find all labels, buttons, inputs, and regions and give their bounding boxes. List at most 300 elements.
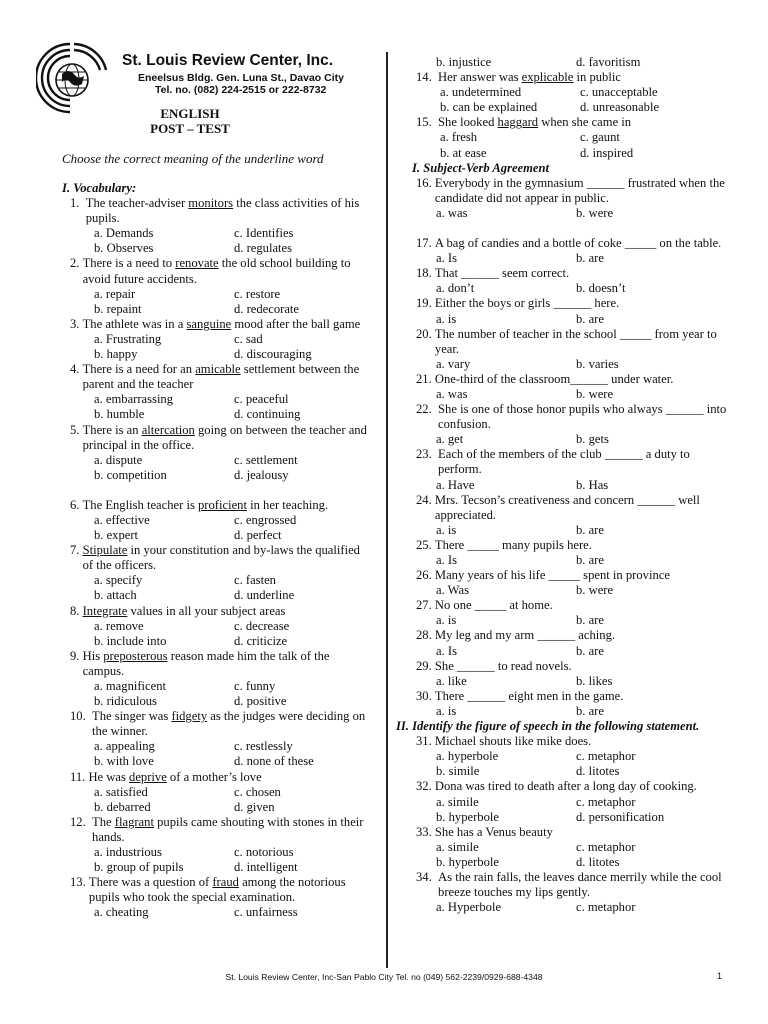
question-number: 5. (70, 422, 83, 437)
options-row (396, 312, 736, 327)
question-text: One-third of the classroom______ under water. (434, 371, 674, 386)
underlined-word: flagrant (114, 814, 154, 829)
option: b. include into (94, 633, 167, 648)
question-text-post: pupils came shouting with stones in their hands. (92, 814, 364, 844)
option: b. Has (576, 477, 609, 492)
question (396, 236, 736, 251)
option: a. undetermined (440, 85, 522, 100)
question-text (83, 362, 372, 392)
option: a. specify (94, 573, 143, 588)
option: b. humble (94, 407, 145, 422)
option: a. appealing (94, 739, 155, 754)
option: a. Have (436, 477, 475, 492)
option: c. metaphor (576, 749, 636, 764)
question-number: 25. (416, 537, 435, 552)
question-text: As the rain falls, the leaves dance merrily while the cool breeze touches my lips gently. (438, 869, 722, 900)
question (396, 447, 736, 477)
question-text (438, 115, 736, 130)
option: d. redecorate (234, 301, 300, 316)
options-row (62, 347, 372, 362)
option: b. injustice (436, 55, 492, 69)
question-text: Michael shouts like mike does. (434, 734, 592, 749)
question-text (88, 770, 372, 785)
page-number: 1 (716, 971, 722, 981)
options-row (396, 478, 736, 493)
question-text (83, 649, 372, 679)
options-row (62, 860, 372, 875)
question-text-post: reason made him the talk of the campus. (82, 648, 330, 678)
question-text: Either the boys or girls ______ here. (434, 296, 620, 311)
underlined-word: altercation (141, 422, 195, 437)
options-row (62, 468, 372, 483)
option: a. don’t (436, 281, 475, 296)
question-text (83, 317, 372, 332)
option: b. can be explained (440, 100, 538, 115)
option: a. Is (436, 251, 457, 266)
option: b. attach (94, 588, 137, 603)
option: a. remove (94, 618, 144, 633)
option: c. restlessly (234, 739, 293, 754)
question-text: Many years of his life _____ spent in province (434, 568, 670, 583)
question-text: My leg and my arm ______ aching. (434, 628, 616, 643)
option: d. perfect (234, 528, 282, 543)
option: b. competition (94, 467, 167, 482)
option: a. industrious (94, 845, 162, 860)
option: a. embarrassing (94, 392, 174, 407)
options-row (396, 251, 736, 266)
option: c. metaphor (576, 794, 636, 809)
option: a. is (436, 522, 457, 537)
question-text (83, 604, 372, 619)
option: a. hyperbole (436, 749, 499, 764)
options-row (396, 55, 736, 70)
question (396, 659, 736, 674)
option: b. are (576, 251, 604, 266)
option: a. was (436, 386, 468, 401)
options-row (396, 357, 736, 372)
options-row (396, 553, 736, 568)
question-number: 4. (70, 362, 83, 377)
question-text: No one _____ at home. (434, 598, 553, 613)
option: b. with love (94, 754, 154, 769)
org-telephone: Tel. no. (082) 224-2515 or 222-8732 (155, 84, 327, 96)
option: b. were (576, 386, 614, 401)
question-text-post: in her teaching. (246, 497, 329, 512)
question (396, 327, 736, 357)
option: b. hyperbole (436, 809, 499, 824)
option: b. happy (94, 347, 138, 362)
question-number: 8. (70, 603, 83, 618)
question-number: 31. (416, 734, 435, 749)
option: c. sad (234, 331, 263, 346)
option: b. gets (576, 432, 609, 447)
option: d. litotes (576, 764, 620, 779)
option: b. ridiculous (94, 694, 157, 709)
options-row (62, 694, 372, 709)
question (396, 70, 736, 85)
underlined-word: explicable (521, 70, 574, 85)
question-text-pre: The athlete was in a (82, 316, 187, 331)
option: a. repair (94, 286, 136, 301)
option: b. are (576, 553, 604, 567)
option: a. Was (436, 583, 470, 598)
option: b. Observes (94, 241, 154, 256)
question-text: Each of the members of the club ______ a duty to perform. (438, 447, 690, 477)
spacer (62, 483, 372, 498)
options-row (62, 634, 372, 649)
options-row (396, 387, 736, 402)
options-row (396, 900, 736, 915)
underlined-word: deprive (129, 769, 167, 784)
question (62, 317, 372, 332)
option: d. given (234, 799, 275, 814)
question (62, 709, 372, 739)
column-divider (386, 52, 388, 968)
options-row (62, 453, 372, 468)
question-number: 27. (416, 598, 435, 613)
org-address: Eneelsus Bldg. Gen. Luna St., Davao City (138, 72, 344, 84)
question-text: She is one of those honor pupils who always ______ into confusion. (438, 402, 727, 432)
question-text: There ______ eight men in the game. (434, 688, 624, 703)
question-text-pre: She looked (438, 115, 498, 130)
question-text-pre: The English teacher is (82, 497, 198, 512)
option: b. are (576, 522, 604, 537)
options-row (396, 206, 736, 221)
options-row (62, 332, 372, 347)
question-number: 16. (416, 175, 435, 190)
option: a. is (436, 311, 457, 326)
question (396, 870, 736, 900)
question-number: 21. (416, 371, 435, 386)
option: a. like (436, 673, 467, 688)
option: a. Hyperbole (436, 900, 502, 915)
option: d. criticize (234, 633, 288, 648)
question-text-post: in your constitution and by-laws the qualified of the officers. (82, 543, 360, 573)
question-text: Dona was tired to death after a long day of cooking. (434, 779, 697, 794)
option: d. continuing (234, 407, 301, 422)
question (62, 649, 372, 679)
option: b. varies (576, 356, 619, 371)
option: b. simile (436, 764, 480, 779)
section-subject-verb: I. Subject-Verb Agreement (412, 160, 550, 175)
question-text (83, 256, 372, 286)
question-number: 22. (416, 402, 439, 417)
option: c. restore (234, 286, 281, 301)
options-row (396, 130, 736, 145)
question (396, 493, 736, 523)
option: a. simile (436, 794, 479, 809)
option: a. satisfied (94, 784, 148, 799)
option: b. are (576, 703, 604, 718)
options-row (62, 407, 372, 422)
options-row (396, 583, 736, 598)
underlined-word: Integrate (82, 603, 128, 618)
option: d. inspired (580, 145, 634, 160)
question (396, 296, 736, 311)
option: c. settlement (234, 452, 298, 467)
section-vocabulary: I. Vocabulary: (62, 181, 137, 195)
question-number: 14. (416, 70, 439, 85)
question (62, 196, 372, 226)
question (396, 266, 736, 281)
option: c. fasten (234, 573, 276, 588)
options-row (62, 739, 372, 754)
option: d. favoritism (576, 55, 641, 69)
question-number: 6. (70, 497, 83, 512)
question-text-pre: Her answer was (438, 70, 522, 85)
options-row (396, 613, 736, 628)
question-text (86, 196, 372, 226)
options-row (62, 513, 372, 528)
question (62, 815, 372, 845)
question-text: She ______ to read novels. (434, 658, 572, 673)
underlined-word: preposterous (103, 648, 168, 663)
question-text (83, 498, 372, 513)
question-number: 33. (416, 824, 435, 839)
question-text: Mrs. Tecson’s creativeness and concern ______ well appreciated. (434, 492, 700, 522)
figure-of-speech-list (396, 734, 736, 915)
question (396, 372, 736, 387)
option: c. funny (234, 679, 276, 693)
question-text (83, 423, 372, 453)
options-row (396, 432, 736, 447)
question-number: 20. (416, 326, 435, 341)
question-number: 26. (416, 568, 435, 583)
question (396, 734, 736, 749)
option: d. regulates (234, 241, 293, 256)
question-text: That ______ seem correct. (434, 266, 570, 281)
option: b. are (576, 643, 604, 658)
option: a. effective (94, 512, 150, 527)
options-row (396, 281, 736, 296)
options-row (396, 704, 736, 719)
spacer (396, 221, 736, 236)
option: b. are (576, 311, 604, 326)
question (396, 176, 736, 206)
options-row (396, 810, 736, 825)
options-row (396, 795, 736, 810)
option: b. were (576, 205, 614, 220)
options-row (62, 845, 372, 860)
left-column (62, 181, 372, 921)
question-text-pre: There is a need for an (82, 362, 196, 377)
options-row (62, 588, 372, 603)
option: c. decrease (234, 618, 290, 633)
question-text-post: among the notorious pupils who took the special examination. (88, 875, 346, 905)
options-row (396, 840, 736, 855)
options-row (62, 302, 372, 317)
question-number: 9. (70, 648, 83, 663)
question-text-post: values in all your subject areas (127, 603, 286, 618)
question-number: 12. (70, 814, 93, 829)
question (62, 498, 372, 513)
underlined-word: haggard (497, 115, 539, 130)
right-column (396, 55, 736, 915)
options-row (62, 785, 372, 800)
underlined-word: sanguine (186, 316, 232, 331)
option: c. unacceptable (580, 85, 658, 100)
question-number: 10. (70, 709, 93, 724)
question-text-post: in public (573, 70, 621, 85)
option: a. Demands (94, 226, 154, 241)
globe-logo-icon (36, 40, 108, 116)
question-number: 1. (70, 196, 86, 211)
option: b. expert (94, 528, 139, 543)
underlined-word: renovate (175, 256, 219, 271)
option: c. metaphor (576, 839, 636, 854)
option: c. Identifies (234, 226, 294, 241)
underlined-word: fraud (212, 875, 239, 890)
options-row (62, 619, 372, 634)
underlined-word: monitors (188, 196, 234, 211)
question-number: 30. (416, 688, 435, 703)
options-row (396, 749, 736, 764)
question-text (92, 815, 372, 845)
option: b. hyperbole (436, 854, 499, 869)
option: b. group of pupils (94, 860, 184, 875)
option: d. underline (234, 588, 295, 603)
section-figure-of-speech: II. Identify the figure of speech in the following statement. (396, 719, 700, 734)
question-text-pre: There is an (82, 422, 142, 437)
question-text-pre: His (82, 648, 104, 663)
subject-title: ENGLISH (160, 106, 220, 121)
options-row (62, 905, 372, 920)
question-text (89, 875, 372, 905)
question-text-pre: There is a need to (82, 256, 176, 271)
option: c. engrossed (234, 512, 297, 527)
question (62, 423, 372, 453)
question (396, 538, 736, 553)
question-number: 15. (416, 115, 439, 130)
underlined-word: proficient (198, 497, 247, 512)
option: d. none of these (234, 754, 314, 769)
option: b. doesn’t (576, 281, 626, 296)
footer-text: St. Louis Review Center, Inc-San Pablo City Tel. no (049) 562-2239/0929-688-4348 (225, 972, 543, 982)
question-number: 11. (70, 769, 89, 784)
option: d. positive (234, 694, 287, 709)
question-text-pre: The teacher-adviser (85, 196, 189, 211)
question-text: A bag of candies and a bottle of coke _____ on the table. (434, 236, 722, 251)
option: a. simile (436, 839, 479, 854)
options-row (396, 100, 736, 115)
option: a. dispute (94, 452, 143, 467)
options-row (62, 392, 372, 407)
option: b. are (576, 613, 604, 628)
question (396, 825, 736, 840)
options-row (62, 226, 372, 241)
question-number: 32. (416, 779, 435, 794)
option: d. litotes (576, 854, 620, 869)
question (62, 875, 372, 905)
underlined-word: Stipulate (82, 543, 128, 558)
question-text-post: going on between the teacher and principal in the office. (82, 422, 367, 452)
option: a. is (436, 613, 457, 628)
question-text-pre: He was (88, 769, 130, 784)
question-number: 29. (416, 658, 435, 673)
question (396, 598, 736, 613)
option: c. notorious (234, 845, 294, 860)
option: d. discouraging (234, 347, 312, 362)
question-number: 23. (416, 447, 439, 462)
vocabulary-list-cont (396, 70, 736, 161)
test-title: POST – TEST (150, 121, 230, 136)
question-text: She has a Venus beauty (434, 824, 553, 839)
question-text: There _____ many pupils here. (434, 537, 592, 552)
options-row (62, 800, 372, 815)
options-row (62, 679, 372, 694)
question (396, 115, 736, 130)
option: b. were (576, 583, 614, 598)
question-number: 34. (416, 869, 439, 884)
question (396, 689, 736, 704)
option: a. is (436, 703, 457, 718)
question-number: 7. (70, 543, 83, 558)
question-text-post: settlement between the parent and the teacher (82, 362, 360, 392)
options-row (62, 287, 372, 302)
option: c. gaunt (580, 130, 620, 145)
option: c. unfairness (234, 905, 298, 920)
question (396, 779, 736, 794)
option: a. cheating (94, 905, 149, 920)
option: d. jealousy (234, 467, 289, 482)
option: b. debarred (94, 799, 151, 814)
options-row (62, 528, 372, 543)
options-row (62, 241, 372, 256)
option: c. metaphor (576, 900, 636, 915)
option: a. Is (436, 553, 457, 567)
question (396, 402, 736, 432)
option: c. chosen (234, 784, 281, 799)
question-text-post: as the judges were deciding on the winner. (92, 709, 366, 739)
question-number: 19. (416, 296, 435, 311)
question-number: 28. (416, 628, 435, 643)
question-text-post: mood after the ball game (231, 316, 361, 331)
instruction: Choose the correct meaning of the underline word (62, 151, 324, 166)
question (62, 604, 372, 619)
options-row (396, 764, 736, 779)
question-text (92, 709, 372, 739)
question (62, 543, 372, 573)
question-number: 18. (416, 266, 435, 281)
option: b. likes (576, 673, 613, 688)
option: d. personification (576, 809, 665, 824)
subject-verb-list (396, 176, 736, 719)
options-row (396, 855, 736, 870)
question (62, 256, 372, 286)
question-text-pre: There was a question of (88, 875, 213, 890)
question-text-post: the old school building to avoid future accidents. (82, 256, 351, 286)
option: a. was (436, 205, 468, 220)
option: a. vary (436, 356, 471, 371)
question-text-pre: The (92, 814, 115, 829)
question-text: Everybody in the gymnasium ______ frustrated when the candidate did not appear in public. (434, 175, 725, 205)
options-row (396, 523, 736, 538)
option: d. unreasonable (580, 100, 660, 115)
option: b. at ease (440, 145, 487, 160)
vocabulary-list (62, 196, 372, 920)
question-number: 13. (70, 875, 89, 890)
question-number: 2. (70, 256, 83, 271)
options-row (62, 573, 372, 588)
question (396, 628, 736, 643)
options-row (396, 644, 736, 659)
question-number: 3. (70, 316, 83, 331)
option: a. magnificent (94, 679, 167, 693)
options-row (396, 146, 736, 161)
option: d. intelligent (234, 860, 298, 875)
options-row (396, 85, 736, 100)
options-row (62, 754, 372, 769)
